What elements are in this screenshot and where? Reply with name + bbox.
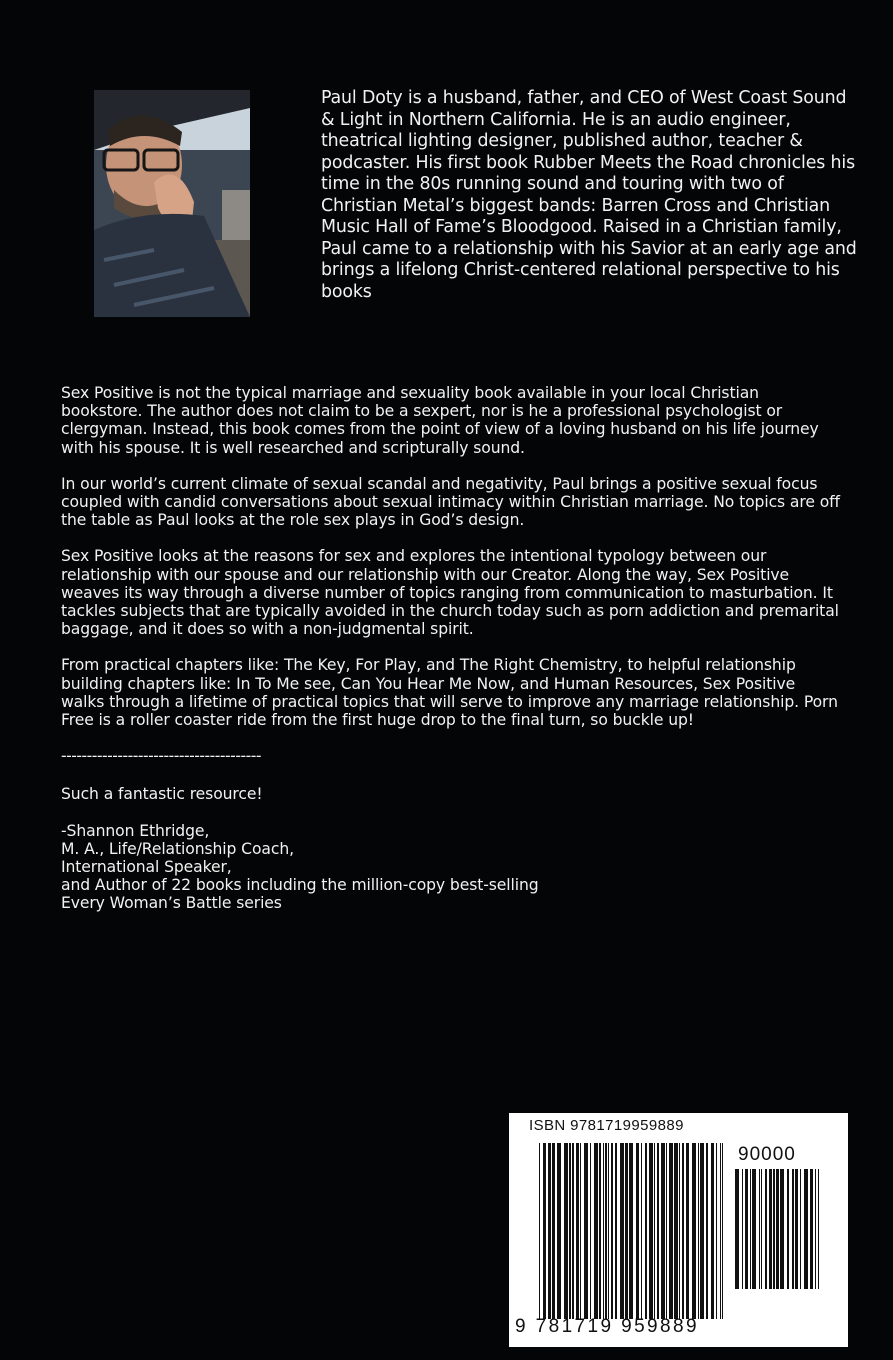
barcode-bar bbox=[818, 1169, 819, 1289]
barcode-bar bbox=[722, 1143, 723, 1319]
barcode-bar bbox=[804, 1169, 808, 1289]
barcode-bar bbox=[548, 1143, 551, 1319]
barcode-bar bbox=[666, 1143, 667, 1319]
barcode-bar bbox=[810, 1169, 813, 1289]
endorser-line: and Author of 22 books including the million-copy best-selling bbox=[61, 876, 539, 895]
barcode-bar bbox=[605, 1143, 607, 1319]
barcode-bars bbox=[539, 1143, 725, 1319]
barcode-bar bbox=[698, 1143, 699, 1319]
barcode-bar bbox=[765, 1169, 767, 1289]
barcode-bar bbox=[669, 1143, 673, 1319]
barcode-bar bbox=[625, 1143, 628, 1319]
barcode-bar bbox=[654, 1143, 655, 1319]
barcode-bar bbox=[711, 1143, 714, 1319]
barcode-bar bbox=[686, 1143, 689, 1319]
barcode-bar bbox=[636, 1143, 639, 1319]
author-photo bbox=[94, 90, 250, 317]
barcode-bar bbox=[742, 1169, 743, 1289]
barcode-bar bbox=[800, 1169, 801, 1289]
endorser-line: -Shannon Ethridge, bbox=[61, 821, 210, 840]
barcode-bar bbox=[815, 1169, 816, 1289]
isbn-digits: 9 781719 959889 bbox=[515, 1316, 699, 1337]
price-code: 90000 bbox=[738, 1144, 796, 1165]
barcode-bar bbox=[557, 1143, 561, 1319]
blurb-paragraph: In our world’s current climate of sexual scandal and negativity, Paul brings a positive sexual focus coupled with candid conversations about sexual intimacy within Christian marriage. No topics are off the table as Paul looks at the role sex plays in God’s design. bbox=[61, 474, 840, 530]
barcode-bar bbox=[552, 1143, 555, 1319]
barcode-bar bbox=[611, 1143, 613, 1319]
barcode-bar bbox=[564, 1143, 568, 1319]
author-bio: Paul Doty is a husband, father, and CEO of West Coast Sound & Light in Northern California. He is an audio engineer, theatrical lighting designer, published author, teacher & podcaster. His first book Rubber Meets the Road chronicles his time in the 80s running sound and touring with two of Christian Metal’s biggest bands: Barren Cross and Christian Music Hall of Fame’s Bloodgood. Raised in a Christian family, Paul came to a relationship with his Savior at an early age and brings a lifelong Christ-centered relational perspective to his books bbox=[321, 88, 857, 302]
barcode-bar bbox=[594, 1143, 598, 1319]
endorser-line: M. A., Life/Relationship Coach, bbox=[61, 839, 294, 858]
barcode-bar bbox=[769, 1169, 772, 1289]
blurb-paragraph: Sex Positive is not the typical marriage and sexuality book available in your local Christian bookstore. The author does not claim to be a sexpert, nor is he a professional psychologist or clergyman. Instead, this book comes from the point of view of a loving husband on his life journey with his spouse. It is well researched and scripturally sound. bbox=[61, 384, 819, 457]
barcode-bar bbox=[580, 1143, 581, 1319]
barcode-bar bbox=[716, 1143, 717, 1319]
isbn-label: ISBN 9781719959889 bbox=[529, 1117, 684, 1134]
barcode-bar bbox=[745, 1169, 748, 1289]
barcode-bar bbox=[584, 1143, 588, 1319]
barcode-bar bbox=[569, 1143, 571, 1319]
endorsement-quote: Such a fantastic resource! bbox=[61, 785, 263, 804]
barcode-bar bbox=[759, 1169, 760, 1289]
barcode-bar bbox=[572, 1143, 574, 1319]
addon-barcode-bars bbox=[735, 1169, 821, 1289]
barcode-bar bbox=[615, 1143, 617, 1319]
barcode-bar bbox=[682, 1143, 684, 1319]
barcode-bar bbox=[773, 1169, 775, 1289]
back-cover-blurb bbox=[61, 384, 841, 931]
barcode-bar bbox=[649, 1143, 653, 1319]
barcode-bar bbox=[792, 1169, 794, 1289]
isbn-barcode bbox=[509, 1113, 848, 1347]
barcode-bar bbox=[780, 1169, 784, 1289]
barcode-bar bbox=[539, 1143, 540, 1319]
endorser-line: Every Woman’s Battle series bbox=[61, 894, 282, 913]
barcode-bar bbox=[543, 1143, 546, 1319]
barcode-bar bbox=[750, 1169, 751, 1289]
endorser-credit bbox=[61, 822, 841, 913]
barcode-bar bbox=[735, 1169, 739, 1289]
divider-line: --------------------------------------- bbox=[61, 747, 261, 766]
barcode-bar bbox=[692, 1143, 696, 1319]
barcode-bar bbox=[700, 1143, 704, 1319]
barcode-bar bbox=[641, 1143, 642, 1319]
barcode-bar bbox=[576, 1143, 579, 1319]
barcode-bar bbox=[645, 1143, 647, 1319]
barcode-bar bbox=[674, 1143, 678, 1319]
barcode-bar bbox=[679, 1143, 680, 1319]
barcode-bar bbox=[776, 1169, 779, 1289]
endorser-line: International Speaker, bbox=[61, 858, 232, 877]
barcode-bar bbox=[787, 1169, 789, 1289]
barcode-bar bbox=[608, 1143, 609, 1319]
barcode-bar bbox=[661, 1143, 665, 1319]
barcode-bar bbox=[706, 1143, 708, 1319]
barcode-bar bbox=[620, 1143, 624, 1319]
barcode-bar bbox=[720, 1143, 721, 1319]
barcode-bar bbox=[795, 1169, 798, 1289]
barcode-bar bbox=[590, 1143, 591, 1319]
barcode-bar bbox=[629, 1143, 633, 1319]
blurb-paragraph: Sex Positive looks at the reasons for sex and explores the intentional typology between our relationship with our spouse and our relationship with our Creator. Along the way, Sex Positive weaves its way through a diverse number of topics ranging from communication to masturbation. It tackles subjects that are typically avoided in the church today such as porn addiction and premarital baggage, and it does so with a non-judgmental spirit. bbox=[61, 547, 839, 639]
barcode-bar bbox=[752, 1169, 756, 1289]
barcode-bar bbox=[761, 1169, 762, 1289]
blurb-paragraph: From practical chapters like: The Key, For Play, and The Right Chemistry, to helpful relationship building chapters like: In To Me see, Can You Hear Me Now, and Human Resources, Sex Positive walks through a lifetime of practical topics that will serve to improve any marriage relationship. Porn Free is a roller coaster ride from the first huge drop to the final turn, so buckle up! bbox=[61, 656, 838, 730]
barcode-bar bbox=[657, 1143, 659, 1319]
barcode-bar bbox=[603, 1143, 604, 1319]
barcode-bar bbox=[599, 1143, 601, 1319]
